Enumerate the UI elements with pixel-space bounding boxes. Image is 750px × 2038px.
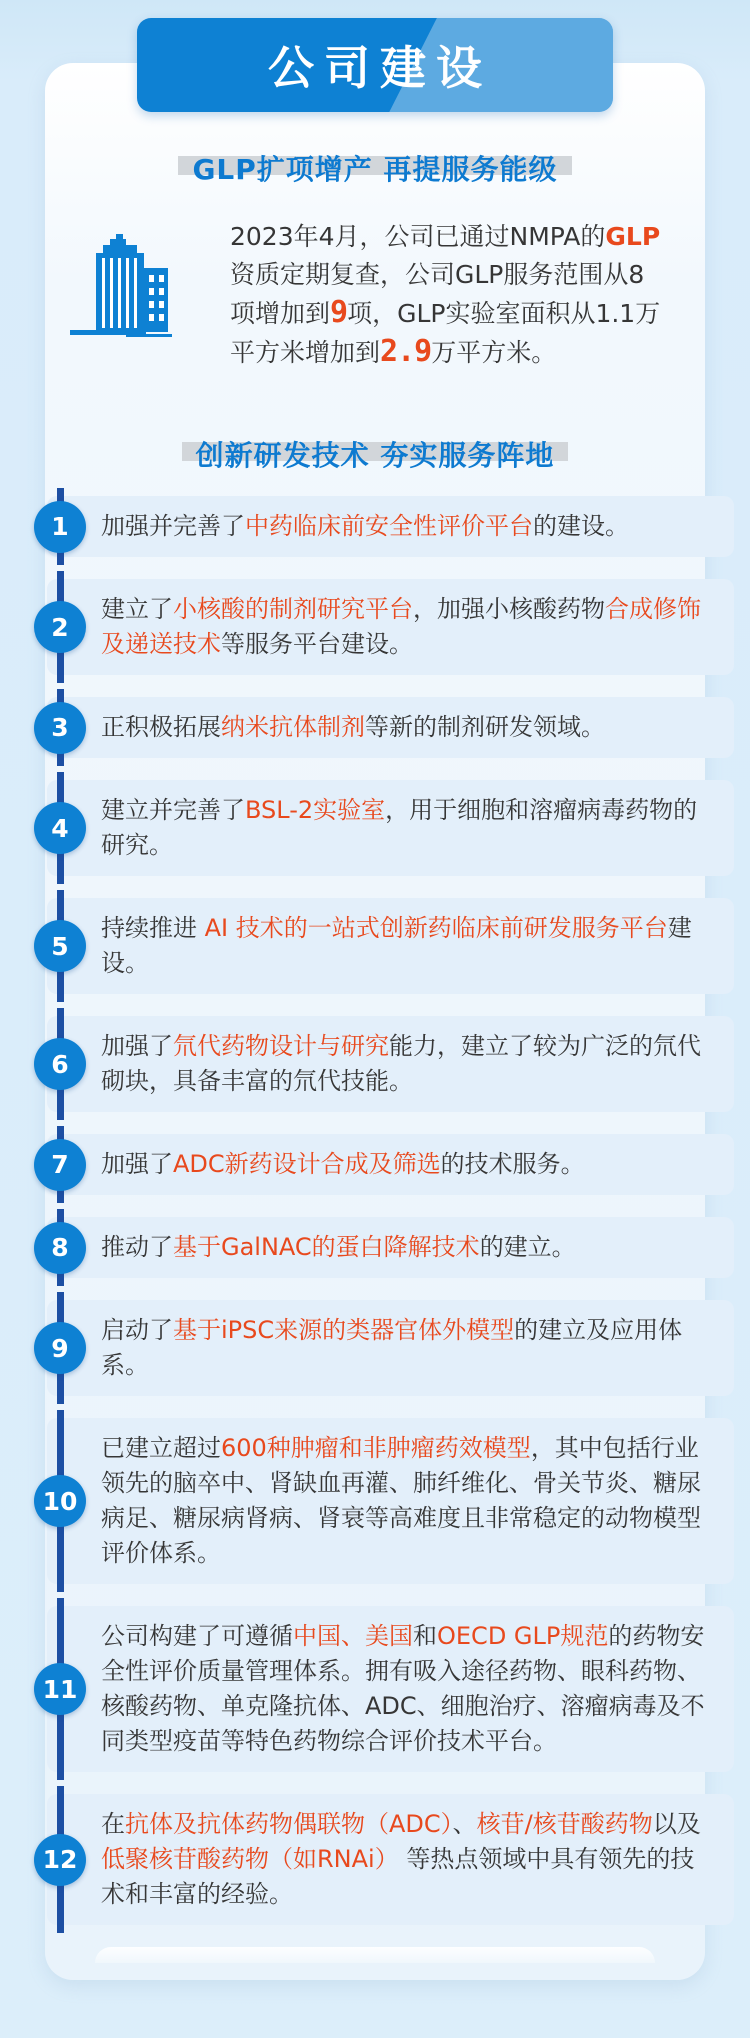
text-segment: 抗体及抗体药物偶联物（ADC） [125, 1810, 453, 1838]
text-segment: 600种肿瘤和非肿瘤药效模型 [221, 1434, 531, 1462]
item-card [47, 496, 734, 557]
text-segment: 能力，建立了较为广泛的氘代砌块，具备丰富的氘代技能。 [101, 1032, 701, 1095]
item-card [47, 898, 734, 994]
section-title-rnd: 创新研发技术 夯实服务阵地 [196, 434, 555, 478]
text-segment: 启动了 [101, 1316, 173, 1344]
item-card [47, 579, 734, 675]
page [0, 18, 750, 2038]
text-segment: 万平方米。 [431, 338, 557, 367]
item-card [47, 1418, 734, 1584]
text-segment: 低聚核苷酸药物（如RNAi） [101, 1845, 399, 1873]
page-title: 公司建设 [268, 41, 492, 95]
item-card [47, 1794, 734, 1925]
item-card [47, 1217, 734, 1278]
text-segment: 公司构建了可遵循 [101, 1622, 293, 1650]
item-number-badge: 4 [34, 802, 86, 854]
text-segment: 加强了 [101, 1150, 173, 1178]
text-segment: 基于GalNAC的蛋白降解技术 [173, 1233, 480, 1261]
item-card [47, 1016, 734, 1112]
text-segment: 9 [330, 295, 348, 330]
text-segment: 的建设。 [533, 512, 629, 540]
text-segment: ADC新药设计合成及筛选 [173, 1150, 441, 1178]
item-card [47, 697, 734, 758]
text-segment: 纳米抗体制剂 [221, 713, 365, 741]
text-segment: 中药临床前安全性评价平台 [245, 512, 533, 540]
header-banner [137, 18, 613, 112]
item-number-badge: 11 [34, 1663, 86, 1715]
text-segment: 加强了 [101, 1032, 173, 1060]
text-segment: 建立并完善了 [101, 796, 245, 824]
text-segment: 的建立及应用体系。 [101, 1316, 683, 1379]
item-number-badge: 10 [34, 1475, 86, 1527]
text-segment: 以及 [652, 1810, 701, 1838]
timeline-item [47, 1300, 734, 1396]
timeline-item [47, 1134, 734, 1195]
text-segment: 2023年4月，公司已通过NMPA的 [230, 222, 606, 251]
section-title-glp: GLP扩项增产 再提服务能级 [192, 148, 557, 192]
timeline-item [47, 1217, 734, 1278]
item-number-badge: 1 [34, 501, 86, 553]
text-segment: 等服务平台建设。 [221, 630, 413, 658]
text-segment: 的药物安全性评价质量管理体系。拥有吸入途径药物、眼科药物、核酸药物、单克隆抗体、ADC、细胞治疗、溶瘤病毒及不同类型疫苗等特色药物综合评价技术平台。 [101, 1622, 705, 1755]
bottom-panel-peek [95, 1947, 655, 1963]
building-icon [70, 232, 172, 338]
text-segment: 和 [413, 1622, 437, 1650]
item-number-badge: 8 [34, 1222, 86, 1274]
text-segment: 核苷/核苷酸药物 [476, 1810, 653, 1838]
text-segment: BSL-2实验室 [245, 796, 386, 824]
text-segment: 资质定期复查，公司GLP服务范围从8项增加到 [230, 260, 645, 328]
timeline [0, 496, 750, 1925]
timeline-item [42, 1606, 734, 1772]
item-number-badge: 7 [34, 1139, 86, 1191]
text-segment: 项，GLP实验室面积从1.1万平方米增加到 [230, 299, 661, 367]
timeline-item [47, 898, 734, 994]
timeline-item [47, 697, 734, 758]
text-segment: GLP [605, 222, 661, 251]
text-segment: 的建立。 [479, 1233, 576, 1261]
text-segment: 合成修饰及递送技术 [101, 595, 701, 658]
text-segment: ，其中包括行业领先的脑卒中、肾缺血再灌、肺纤维化、骨关节炎、糖尿病足、糖尿病肾病、肾衰等高难度且非常稳定的动物模型评价体系。 [101, 1434, 701, 1567]
item-card [47, 780, 734, 876]
text-segment: 等热点领域中具有领先的技术和丰富的经验。 [101, 1845, 695, 1908]
text-segment: 氘代药物设计与研究 [173, 1032, 389, 1060]
item-number-badge: 2 [34, 601, 86, 653]
timeline-item [47, 1016, 734, 1112]
item-number-badge: 12 [34, 1834, 86, 1886]
intro-block [70, 218, 665, 372]
text-segment: 建立了 [101, 595, 173, 623]
item-card [47, 1300, 734, 1396]
text-segment: 、 [452, 1810, 477, 1838]
timeline-item [47, 496, 734, 557]
item-number-badge: 9 [34, 1322, 86, 1374]
text-segment: 的技术服务。 [440, 1150, 585, 1178]
text-segment: ，加强小核酸药物 [413, 595, 605, 623]
text-segment: 已建立超过 [101, 1434, 221, 1462]
text-segment: 2.9 [380, 334, 432, 369]
item-number-badge: 5 [34, 920, 86, 972]
intro-paragraph [230, 218, 665, 372]
timeline-item [42, 1418, 734, 1584]
text-segment: 中国、美国 [293, 1622, 413, 1650]
timeline-item [42, 1794, 734, 1925]
item-card [47, 1606, 734, 1772]
text-segment: 等新的制剂研发领域。 [365, 713, 605, 741]
timeline-item [47, 780, 734, 876]
item-number-badge: 6 [34, 1038, 86, 1090]
item-card [47, 1134, 734, 1195]
text-segment: 持续推进 [101, 914, 205, 942]
item-number-badge: 3 [34, 702, 86, 754]
text-segment: ，用于细胞和溶瘤病毒药物的研究。 [101, 796, 698, 859]
text-segment: 加强并完善了 [101, 512, 245, 540]
timeline-item [47, 579, 734, 675]
text-segment: 基于iPSC来源的类器官体外模型 [173, 1316, 515, 1344]
text-segment: AI 技术的一站式创新药临床前研发服务平台 [204, 914, 668, 942]
text-segment: 正积极拓展 [101, 713, 221, 741]
text-segment: 推动了 [101, 1233, 173, 1261]
text-segment: OECD GLP规范 [437, 1622, 609, 1650]
text-segment: 在 [101, 1810, 125, 1838]
text-segment: 小核酸的制剂研究平台 [173, 595, 413, 623]
text-segment: 建设。 [101, 914, 692, 977]
